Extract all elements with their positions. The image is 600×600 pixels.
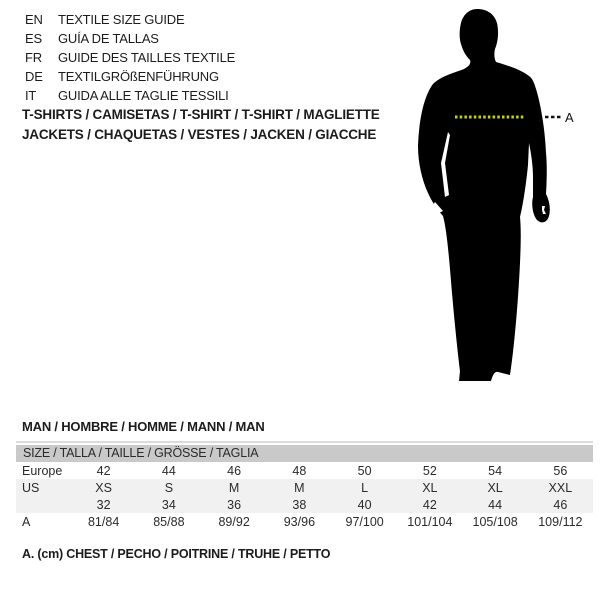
- size-table: [16, 441, 593, 530]
- row-label-us: US: [22, 480, 40, 495]
- size-cell: 42: [422, 497, 437, 512]
- size-cell: 81/84: [87, 514, 120, 529]
- size-cell: S: [164, 480, 174, 495]
- size-cell: 42: [96, 463, 111, 478]
- size-cell: 40: [357, 497, 372, 512]
- table-top-rule: [16, 441, 593, 443]
- row-label-chest: A: [22, 514, 31, 529]
- size-cell: 56: [553, 463, 568, 478]
- measure-footnote: A. (cm) CHEST / PECHO / POITRINE / TRUHE / PETTO: [22, 547, 331, 561]
- lang-title-es: GUÍA DE TALLAS: [58, 31, 159, 46]
- size-table-grid: [16, 462, 593, 530]
- size-cell: M: [228, 480, 240, 495]
- size-table-header: SIZE / TALLA / TAILLE / GRÖSSE / TAGLIA: [16, 445, 593, 462]
- lang-row-en: [25, 10, 235, 29]
- size-cell: XS: [95, 480, 112, 495]
- lang-title-de: TEXTILGRÖßENFÜHRUNG: [58, 69, 219, 84]
- row-label-numeric: [16, 496, 71, 513]
- size-cell: 97/100: [345, 514, 384, 529]
- language-title-list: [25, 10, 235, 105]
- size-cell: XL: [422, 480, 438, 495]
- man-silhouette: [418, 9, 550, 381]
- lang-title-fr: GUIDE DES TAILLES TEXTILE: [58, 50, 236, 65]
- size-cell: 36: [227, 497, 242, 512]
- row-label-europe: Europe: [22, 463, 63, 478]
- measure-label-a: A: [565, 110, 574, 125]
- size-cell: 54: [488, 463, 503, 478]
- size-cell: 38: [292, 497, 307, 512]
- table-row-us: [16, 479, 593, 496]
- size-cell: 105/108: [472, 514, 518, 529]
- lang-code-es: ES: [25, 31, 42, 46]
- lang-row-it: [25, 86, 235, 105]
- size-cell: 48: [292, 463, 307, 478]
- lang-title-en: TEXTILE SIZE GUIDE: [58, 12, 185, 27]
- size-cell: L: [361, 480, 369, 495]
- size-cell: 89/92: [218, 514, 250, 529]
- garment-category-list: [22, 105, 380, 145]
- lang-row-es: [25, 29, 235, 48]
- size-cell: 46: [553, 497, 568, 512]
- size-cell: 44: [161, 463, 176, 478]
- table-row-europe: [16, 462, 593, 479]
- gender-section-title: MAN / HOMBRE / HOMME / MANN / MAN: [22, 419, 265, 434]
- lang-row-de: [25, 67, 235, 86]
- size-cell: 52: [422, 463, 437, 478]
- lang-code-it: IT: [25, 88, 37, 103]
- size-cell: 34: [161, 497, 176, 512]
- category-jackets: JACKETS / CHAQUETAS / VESTES / JACKEN / GIACCHE: [22, 127, 377, 142]
- man-silhouette-figure: [415, 5, 585, 390]
- size-cell: 109/112: [538, 514, 583, 529]
- size-cell: 46: [227, 463, 242, 478]
- lang-row-fr: [25, 48, 235, 67]
- category-tshirts: T-SHIRTS / CAMISETAS / T-SHIRT / T-SHIRT / MAGLIETTE: [22, 107, 380, 122]
- lang-title-it: GUIDA ALLE TAGLIE TESSILI: [58, 88, 229, 103]
- size-cell: 85/88: [153, 514, 185, 529]
- table-row-chest: [16, 513, 593, 530]
- size-cell: 101/104: [407, 514, 453, 529]
- size-cell: XXL: [548, 480, 573, 495]
- size-cell: 93/96: [283, 514, 316, 529]
- lang-code-en: EN: [25, 12, 43, 27]
- size-cell: M: [294, 480, 305, 495]
- lang-code-fr: FR: [25, 50, 42, 65]
- size-cell: 32: [96, 497, 111, 512]
- lang-code-de: DE: [25, 69, 43, 84]
- table-row-numeric: [16, 496, 593, 513]
- size-cell: XL: [487, 480, 503, 495]
- size-cell: 50: [357, 463, 372, 478]
- size-cell: 44: [488, 497, 503, 512]
